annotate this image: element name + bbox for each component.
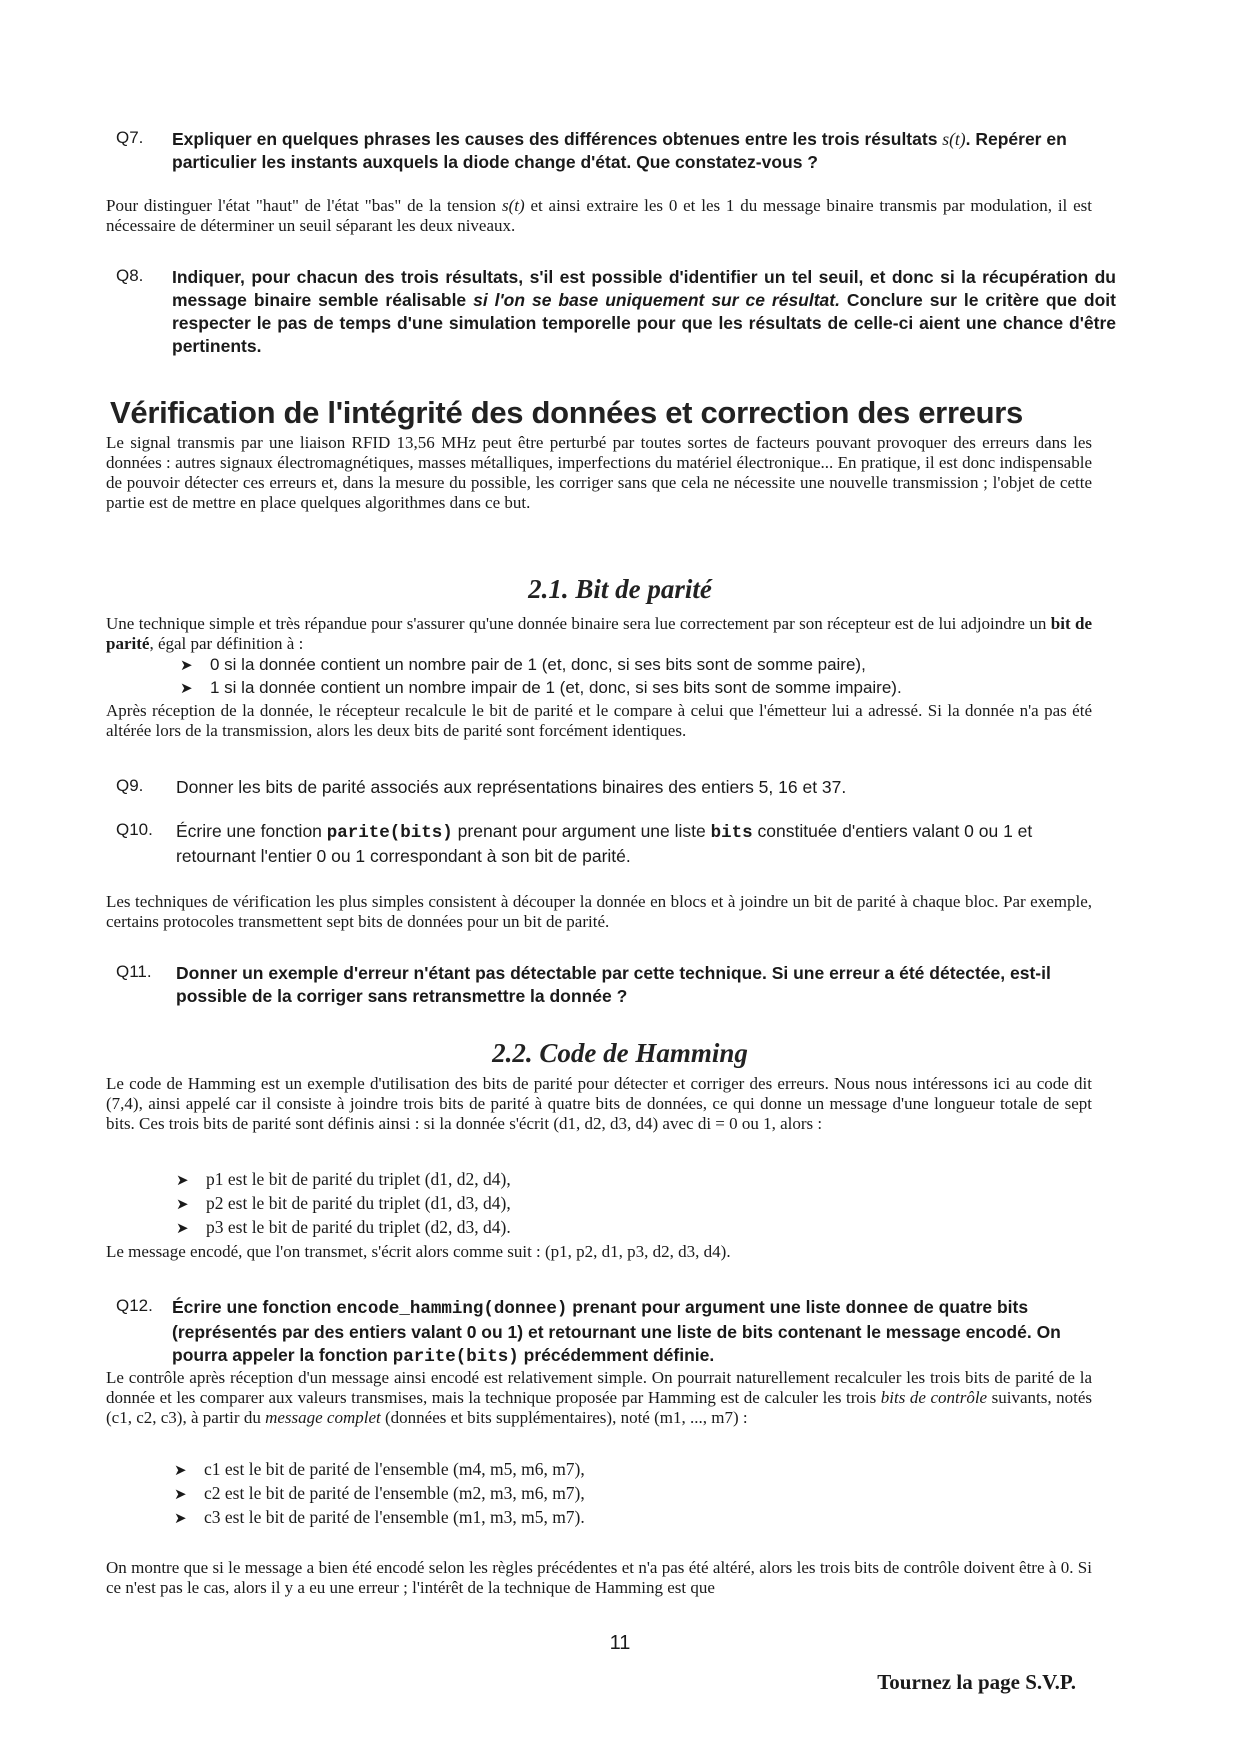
question-number: Q11. xyxy=(116,962,152,981)
list-item: ➤ 0 si la donnée contient un nombre pair de 1 (et, donc, si ses bits sont de somme paire), xyxy=(180,654,1080,677)
arrow-bullet-icon: ➤ xyxy=(180,657,193,674)
question-q12 xyxy=(116,1296,1116,1369)
question-text: Donner un exemple d'erreur n'étant pas détectable par cette technique. Si une erreur a été détectée, est-il possible de la corriger sans retransmettre la donnée ? xyxy=(176,963,1051,1006)
list-item: ➤ p2 est le bit de parité du triplet (d1, d3, d4), xyxy=(176,1192,1076,1216)
question-text: Indiquer, pour chacun des trois résultats, s'il est possible d'identifier un tel seuil, et donc si la récupération du message binaire semble réalisable si l'on se base uniquement sur ce résultat. Conclure sur le critère que doit respecter le pas de temps d'une simulation temporelle pour que les résultats de celle-ci aient une chance d'être pertinents. xyxy=(172,267,1116,356)
list-item: ➤ 1 si la donnée contient un nombre impair de 1 (et, donc, si ses bits sont de somme impaire). xyxy=(180,677,1080,700)
paragraph-hamming-intro: Le code de Hamming est un exemple d'utilisation des bits de parité pour détecter et corriger des erreurs. Nous nous intéressons ici au code dit (7,4), ainsi appelé car il consiste à joindre trois bits de parité à quatre bits de données, ce qui donne un message d'une longueur totale de sept bits. Ces trois bits de parité sont définis ainsi : si la donnée s'écrit (d1, d2, d3, d4) avec di = 0 ou 1, alors : xyxy=(106,1074,1092,1133)
arrow-bullet-icon: ➤ xyxy=(176,1221,189,1237)
arrow-bullet-icon: ➤ xyxy=(174,1487,187,1503)
paragraph-control: Le contrôle après réception d'un message ainsi encodé est relativement simple. On pourrait naturellement recalculer les trois bits de parité de la donnée et les comparer aux valeurs transmises, mais la technique proposée par Hamming est de calculer les trois bits de contrôle suivants, notés (c1, c2, c3), à partir du message complet (données et bits supplémentaires), noté (m1, ..., m7) : xyxy=(106,1368,1093,1427)
arrow-bullet-icon: ➤ xyxy=(176,1197,189,1213)
parity-bullet-list xyxy=(180,654,1080,700)
question-text: Donner les bits de parité associés aux représentations binaires des entiers 5, 16 et 37. xyxy=(176,777,847,797)
arrow-bullet-icon: ➤ xyxy=(174,1511,187,1527)
question-text: Écrire une fonction encode_hamming(donnee) prenant pour argument une liste donnee de quatre bits (représentés par des entiers valant 0 ou 1) et retournant une liste de bits contenant le message encodé. On pourra appeler la fonction parite(bits) précédemment définie. xyxy=(172,1297,1061,1367)
question-q9 xyxy=(116,776,1116,799)
question-number: Q7. xyxy=(116,128,144,147)
paragraph-threshold: Pour distinguer l'état "haut" de l'état "bas" de la tension s(t) et ainsi extraire les 0 et les 1 du message binaire transmis par modulation, il est nécessaire de déterminer un seuil séparant les deux niveaux. xyxy=(106,196,1092,235)
paragraph-parity-after: Après réception de la donnée, le récepteur recalcule le bit de parité et le compare à celui que l'émetteur lui a adressé. Si la donnée n'a pas été altérée lors de la transmission, alors les deux bits de parité sont forcément identiques. xyxy=(106,701,1092,740)
turn-page-note: Tournez la page S.V.P. xyxy=(877,1670,1076,1694)
arrow-bullet-icon: ➤ xyxy=(174,1463,187,1479)
question-q7 xyxy=(116,128,1116,174)
subsection-heading-hamming: 2.2. Code de Hamming xyxy=(492,1038,748,1068)
arrow-bullet-icon: ➤ xyxy=(176,1173,189,1189)
list-item: ➤ c2 est le bit de parité de l'ensemble (m2, m3, m6, m7), xyxy=(174,1482,1074,1506)
arrow-bullet-icon: ➤ xyxy=(180,680,193,697)
paragraph-encoded: Le message encodé, que l'on transmet, s'écrit alors comme suit : (p1, p2, d1, p3, d2, d3, d4). xyxy=(106,1242,731,1261)
list-item: ➤ p1 est le bit de parité du triplet (d1, d2, d4), xyxy=(176,1168,1076,1192)
section-heading: Vérification de l'intégrité des données et correction des erreurs xyxy=(110,395,1023,430)
list-item: ➤ c1 est le bit de parité de l'ensemble (m4, m5, m6, m7), xyxy=(174,1458,1074,1482)
paragraph-blocks: Les techniques de vérification les plus simples consistent à découper la donnée en blocs et à joindre un bit de parité à chaque bloc. Par exemple, certains protocoles transmettent sept bits de données pour un bit de parité. xyxy=(106,892,1092,931)
question-text: Écrire une fonction parite(bits) prenant pour argument une liste bits constituée d'entiers valant 0 ou 1 et retournant l'entier 0 ou 1 correspondant à son bit de parité. xyxy=(176,821,1033,866)
paragraph-parity-intro: Une technique simple et très répandue pour s'assurer qu'une donnée binaire sera lue correctement par son récepteur est de lui adjoindre un bit de parité, égal par définition à : xyxy=(106,614,1092,653)
question-number: Q12. xyxy=(116,1296,153,1315)
question-q10 xyxy=(116,820,1116,868)
page-number: 11 xyxy=(609,1632,631,1654)
question-number: Q9. xyxy=(116,776,144,795)
section-intro: Le signal transmis par une liaison RFID 13,56 MHz peut être perturbé par toutes sortes de facteurs pouvant provoquer des erreurs dans les données : autres signaux électromagnétiques, masses métalliques, imperfections du matériel électronique... En pratique, il est donc indispensable de pouvoir détecter ces erreurs et, dans la mesure du possible, les corriger sans que cela ne nécessite une nouvelle transmission ; l'objet de cette partie est de mettre en place quelques algorithmes dans ce but. xyxy=(106,433,1092,512)
question-q11 xyxy=(116,962,1116,1008)
control-bullet-list xyxy=(174,1458,1074,1530)
question-number: Q10. xyxy=(116,820,153,839)
subsection-heading-parity: 2.1. Bit de parité xyxy=(528,574,712,604)
question-text: Expliquer en quelques phrases les causes des différences obtenues entre les trois résultats s(t). Repérer en particulier les instants auxquels la diode change d'état. Que constatez-vous ? xyxy=(172,129,1067,172)
question-number: Q8. xyxy=(116,266,144,285)
list-item: ➤ c3 est le bit de parité de l'ensemble (m1, m3, m5, m7). xyxy=(174,1506,1074,1530)
question-q8 xyxy=(116,266,1116,358)
hamming-bullet-list xyxy=(176,1168,1076,1240)
list-item: ➤ p3 est le bit de parité du triplet (d2, d3, d4). xyxy=(176,1216,1076,1240)
paragraph-final: On montre que si le message a bien été encodé selon les règles précédentes et n'a pas été altéré, alors les trois bits de contrôle doivent être à 0. Si ce n'est pas le cas, alors il y a eu une erreur ; l'intérêt de la technique de Hamming est que xyxy=(106,1558,1092,1597)
